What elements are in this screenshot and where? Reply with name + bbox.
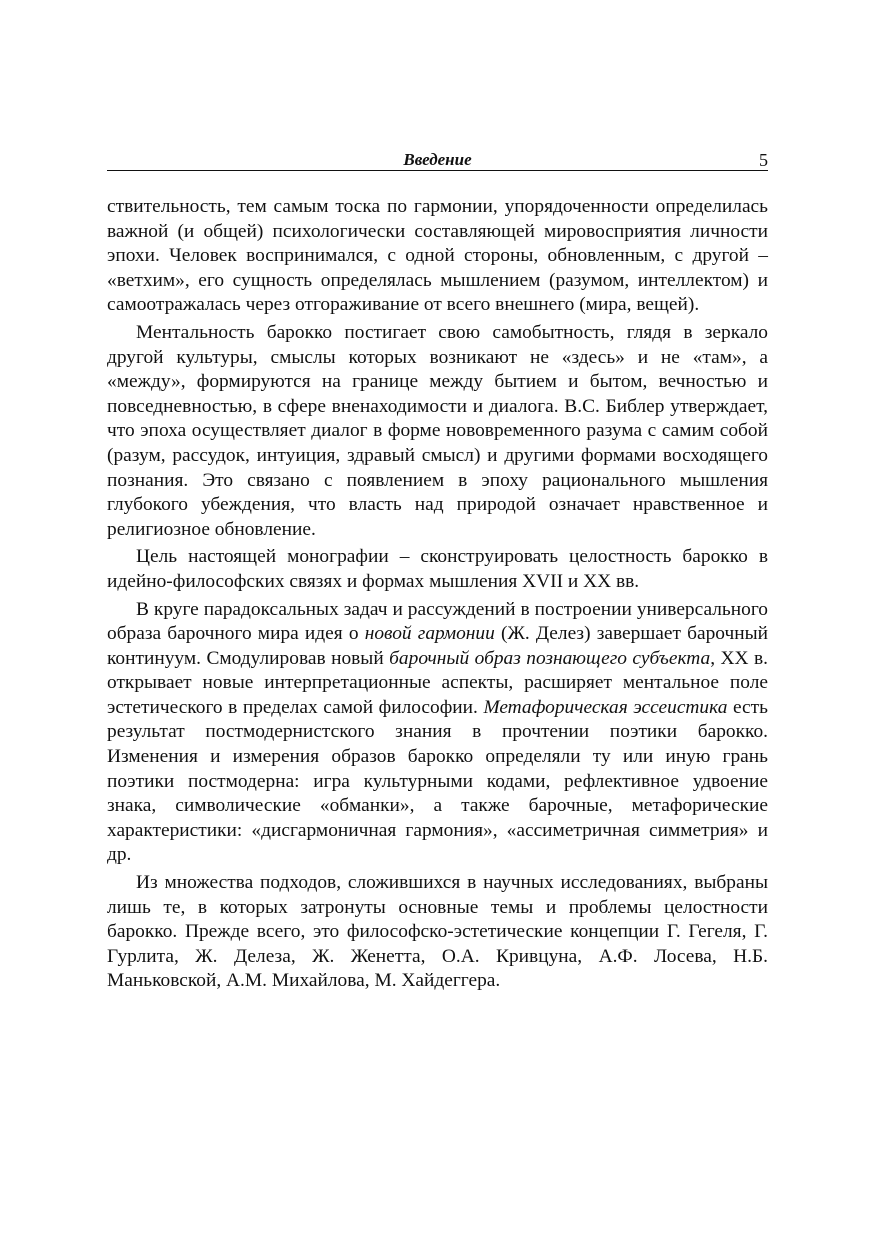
paragraph-segment: Из множества подходов, сложившихся в научных исследованиях, выбраны лишь те, в которых затронуты основные темы и проблемы целостности барокко. Прежде всего, это философско-эстетические концепции Г. Гегеля, Г. Гурлита, Ж. Делеза, Ж. Женетта, О.А. Кривцуна, А.Ф. Лосева, Н.Б. Маньковской, А.М. Михайлова, М. Хайдеггера. — [107, 872, 768, 992]
paragraph-segment: (Ж. Делез) завершает барочный континуум. Смодулировав новый — [107, 623, 768, 669]
paragraph-2 — [107, 321, 768, 542]
paragraph-segment: В круге парадоксальных задач и рассуждений в построении универсального образа барочного мира идея о — [107, 598, 768, 645]
header-divider — [107, 170, 768, 171]
body-text — [107, 195, 768, 997]
italic-term: барочный образ познающего субъекта — [389, 647, 711, 669]
paragraph-segment: ствительность, тем самым тоска по гармонии, упорядоченности определилась важной (и общей) психологически составляющей мировосприятия личности эпохи. Человек воспринимался, с одной стороны, обновленным, с другой – «ветхим», его сущность определялась мышлением (разумом, интеллектом) и самоотражалась через отгораживание от всего внешнего (мира, вещей). — [107, 196, 768, 316]
italic-term: новой гармонии — [364, 623, 495, 645]
running-head — [107, 148, 768, 172]
paragraph-3 — [107, 545, 768, 594]
paragraph-1 — [107, 195, 768, 318]
paragraph-segment: Ментальность барокко постигает свою самобытность, глядя в зеркало другой культуры, смыслы которых возникают не «здесь» и не «там», а «между», формируются на границе между бытием и бытом, вечностью и повседневностью, в сфере вненаходимости и диалога. В.С. Библер утверждает, что эпоха осуществляет диалог в форме нововременного разума с самим собой (разум, рассудок, интуиция, здравый смысл) и другими формами восходящего познания. Это связано с появлением в эпоху рационального мышления глубокого убеждения, что власть над природой означает нравственное и религиозное обновление. — [107, 321, 768, 540]
paragraph-segment: есть результат постмодернистского знания в прочтении поэтики барокко. Изменения и измерения образов барокко определяли ту или иную грань поэтики постмодерна: игра культурными кодами, рефлективное удвоение знака, символические «обманки», а также барочные, метафорические характеристики: «дисгармоничная гармония», «ассиметричная симметрия» и др. — [107, 696, 768, 866]
chapter-title: Введение — [403, 150, 472, 169]
page-number: 5 — [759, 150, 768, 170]
italic-term: Метафорическая эссеистика — [483, 696, 728, 718]
paragraph-4 — [107, 598, 768, 869]
paragraph-5 — [107, 871, 768, 994]
paragraph-segment: , XX в. открывает новые интерпретационные аспекты, расширяет ментальное поле эстетического в пределах самой философии. — [107, 647, 768, 718]
paragraph-segment: Цель настоящей монографии – сконструировать целостность барокко в идейно-философских связях и формах мышления XVII и XX вв. — [107, 546, 768, 592]
